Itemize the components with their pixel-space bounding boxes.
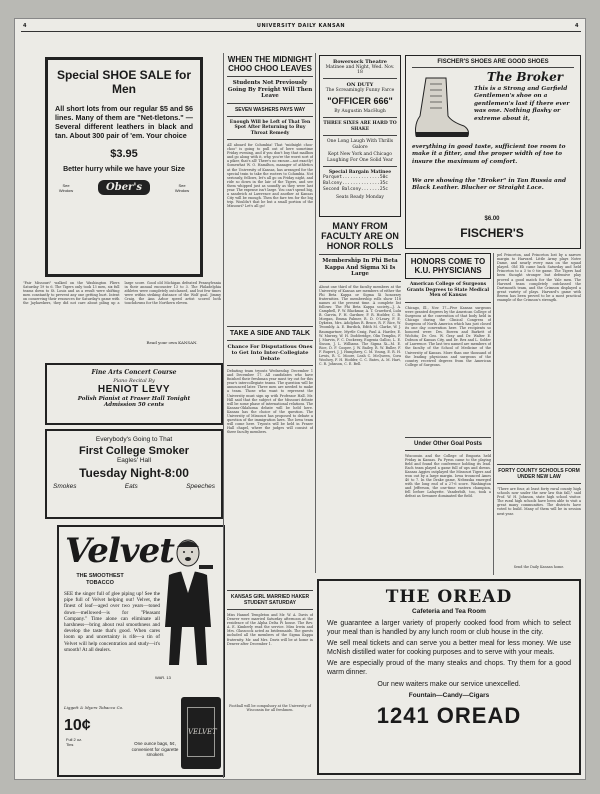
physicians-headline: HONORS COME TO K.U. PHYSICIANS xyxy=(410,257,486,275)
physicians-story: Chicago, Ill., Nov. 17—Five Kansas surgeons were granted degrees by the American College of Surgeons at the convention of that body held in Chicago during the Clinical Congress of Surgeons of North America which has just closed its one day convention here. The recipients so honored were: Drs. Bowen and Barkett of Wichita; Dr. Geo. W. Gray and Dr. Walter E. Dobson of Kansas City, and Dr. Rex and L. Solder of Lawrence. The last two named are members of the faculty of the School of Medicine of the University of Kansas. More than one thousand of the leading physicians and surgeons of the country received degrees from the American College of Surgeons. xyxy=(405,305,491,367)
oread-ad xyxy=(317,579,581,775)
fischer-top: FISCHER'S SHOES ARE GOOD SHOES xyxy=(437,59,549,65)
theatre-price-second: Second Balcony.......25c xyxy=(323,187,389,192)
shoe-sale-ad xyxy=(45,57,203,277)
theatre-price-balcony: Balcony..............35c xyxy=(323,181,389,186)
theatre-author: By Augustin MacHugh xyxy=(334,109,386,114)
midnight-deck1: Students Not Previously Going By Freight Will Then Leave xyxy=(227,80,313,99)
column-4 xyxy=(497,253,581,577)
theatre-line7: Kept New York and Chicago Laughing For One Solid Year xyxy=(327,152,393,163)
shoe-sale-body: All short lots from our regular $5 and $6 lines. Many of them are "Net-tletons." — Several different leathers in black and tan. About 300 pair of 'em. Your choice xyxy=(55,104,193,140)
velvet-price: 10¢ xyxy=(64,717,91,734)
theatre-line3: ON DUTY xyxy=(346,82,374,88)
masthead-title: UNIVERSITY DAILY KANSAN xyxy=(256,23,346,29)
shoe-sale-tagline: Better hurry while we have your Size xyxy=(63,166,185,173)
shoe-sale-title: Special SHOE SALE for Men xyxy=(56,68,192,96)
football-notes: "Fair Missouri" walked on the Washington Fliers Saturday 19 to 6. The Tigers only took 13 men, six full teams down to St. Louis and as a result were shifting men constantly to prevent any one getting hurt. Intent on conserving their resources for Saturday's game with the Jayhawkers, they did not care about piling up a large score. Good old Michigan defeated Pennsylvania in their annual encounter 13 to 3. The Philadelphia athletes were completely outclassed, and but few times were within striking distance of the Wolf goal. Jimmy Craig, the Ann Arbor speed artist scored both touchdowns for the Northern eleven. xyxy=(23,281,221,306)
fischer-price: $6.00 xyxy=(484,216,500,222)
page-number-left: 4 xyxy=(23,23,27,29)
fischer-store: FISCHER'S xyxy=(460,226,524,240)
midnight-story: All aboard for Columbia! That "midnight choo-choo" is going to pull out of here sometime Friday evening, and if you don't buy that mailbox and go along with it, why, you're the worst sort of a piker, that's all! There's no excuse—not exactly! Somewhat W. O. Hamilton, manager of athletics at the University of Kansas, has arranged for the special train to take the rooters to Columbia. Not seriously, fellows, let's all go on Friday night, and ride so down in the lair of the Tigers, and see them whipped just as soundly as they were last year. The expense isn't large. You can't spend big, a sandwich at Lawrence and another at Kansas City will be enough. Then the fare ten for the big trip. Wouldn't that be but a small portion of the Missouri? Let's all go! xyxy=(227,143,313,209)
theatre-line4: The Screamingly Funny Farce xyxy=(325,88,395,93)
honor-roll-article xyxy=(319,221,401,571)
velvet-tin xyxy=(181,697,221,769)
smoker-line1: Everybody's Going to That xyxy=(95,436,173,443)
col4-story: pel Princeton, and Princeton lost by a narrow margin to Harvard. Little Army plays Notre Dame, and nearly every man on the squad played. Old Eli came back Saturday and held Princeton to a 3 to 0 tie game. The Tigers had been thought stronger but defensive play proved a good match for the Yale men. The Harvard team completely outclassed the Dartmouth team, and the Crimson displayed a great variety of plays. Harvard's game with Brown has been proved to be a most practical example of the Crimson's strength. xyxy=(497,253,581,303)
schools-story: "There are four, at least forty rural county high schools now under the new law this fall," said Prof. W. H. Johnson, state high school visitor. The rural high schools have been able to visit a great many communities. The districts have voted to build. Many of them will be in session next year. xyxy=(497,487,581,516)
newspaper-page xyxy=(14,18,586,780)
masthead-rule xyxy=(21,31,581,32)
oread-items: Fountain—Candy—Cigars xyxy=(408,692,490,700)
singer-illustration xyxy=(155,535,221,671)
fischer-shoe-name: The Broker xyxy=(486,70,564,84)
smoker-item-eats: Eats xyxy=(124,483,138,490)
physicians-headline-box xyxy=(405,253,491,279)
see-window-left: See Window xyxy=(58,182,74,193)
oread-title: THE OREAD xyxy=(385,587,513,607)
smoker-ad xyxy=(45,429,223,519)
fischer-ad xyxy=(405,55,581,249)
velvet-signature: Liggett & Myers Tobacco Co. xyxy=(64,705,124,710)
schools-headline: FORTY COUNTY SCHOOLS FORM UNDER NEW LAW xyxy=(498,468,580,480)
concert-line2: Piano Recital By xyxy=(113,378,155,384)
theatre-title: "OFFICER 666" xyxy=(327,96,393,106)
fischer-pitch2: everything in good taste, sufficient toe room to make it a fitter, and the proper width of toe to insure the maximum of comfort. xyxy=(412,144,566,165)
boot-illustration xyxy=(412,76,470,140)
velvet-brand: Velvet xyxy=(65,531,174,571)
concert-ad xyxy=(45,363,223,425)
midnight-headline: WHEN THE MIDNIGHT CHOO CHOO LEAVES xyxy=(227,55,313,73)
see-window-right: See Window xyxy=(174,182,190,193)
wisconsin-note: Football will be compulsory at the University of Wisconsin for all freshmen. xyxy=(229,704,311,713)
theatre-line1: Bowersock Theatre xyxy=(333,59,387,65)
theatre-note: Seats Ready Monday xyxy=(336,195,384,200)
theatre-line2: Matinee and Night, Wed. Nov. 18 xyxy=(325,65,395,75)
honor-headline: MANY FROM FACULTY ARE ON HONOR ROLLS xyxy=(321,221,399,251)
oread-subtitle: Cafeteria and Tea Room xyxy=(412,608,486,615)
column-rule-2 xyxy=(315,53,316,573)
velvet-size: Full 2 oz. Tins xyxy=(66,737,83,747)
oread-p3: We are especially proud of the many steaks and chops. Try them for a good warm dinner. xyxy=(327,660,571,676)
column-rule-1 xyxy=(223,53,224,778)
physicians-deck: American College of Surgeons Grants Degrees to State Medical Men of Kansas xyxy=(406,282,490,298)
velvet-note: One ounce bags, 5¢, convenient for cigarette smokers xyxy=(131,741,179,757)
smoker-item-speeches: Speeches xyxy=(186,483,215,490)
oread-p2: We sell meal tickets and can serve you a better meal for less money. We use McNish distilled water for cooking purposes and to serve with your meals. xyxy=(327,640,571,656)
wedding-story: Miss Hannel Templeton and Mr. W. A. Davis of Denver were married Saturday afternoon at the residence of the Alpha Delta Pi house. The Rev. A. E. Kimberly read the service. Miss Irwin and Mrs. Glasscock acted as bridesmaids. The guests included all the members of the Sigma Kappa fraternity. Mr. and Mrs. Davis will be at home in Denver after December 1. xyxy=(227,613,313,646)
debate-headline: TAKE A SIDE AND TALK xyxy=(229,330,311,337)
velvet-ad xyxy=(57,525,225,777)
goalposts-story: Wisconsin and the College of Emporia held Friday in Kansas. Pa Pyron came to the playing field and found the conference holding its lead. Each team played a game full of ups and downs. Kansas Aggies outplayed the Missouri Tigers and won out by a large margin. Iowa trounced Ames 40 to 7. In the Drake game, Nebraska emerged with the long end of a 27-6 score. Washington and Jefferson, the one-time eastern champion, fell before Lafayette. Vanderbilt, too, took a defeat as Sewanee dominated the field. xyxy=(405,453,491,499)
oread-p1: We guarantee a larger variety of properly cooked food from which to select your meal than is handled by any lunch room or club house in the city. xyxy=(327,620,571,636)
smoker-item-smokes: Smokes xyxy=(53,483,77,490)
honor-deck: Membership In Phi Beta Kappa And Sigma Xi Is Large xyxy=(322,258,398,277)
theatre-prices-title: Special Bargain Matinee xyxy=(328,170,392,175)
smoker-place: Eagles' Hall xyxy=(116,457,152,464)
oread-address: 1241 OREAD xyxy=(376,703,522,729)
concert-performer: HENIOT LEVY xyxy=(97,384,171,395)
send-kansan-note: Send the Daily Kansan home. xyxy=(513,565,565,569)
obers-logo: Ober's xyxy=(98,180,150,195)
velvet-tin-label: VELVET xyxy=(187,707,215,757)
midnight-deck3: Enough Will be Left of That Ten Spot After Returning to Buy Throat Remedy xyxy=(229,119,311,136)
column-rule-3 xyxy=(493,253,494,575)
goalposts-headline: Under Other Goal Posts xyxy=(413,440,482,447)
debate-deck: Chance For Disputatious Ones to Get Into Inter-Collegiate Debate xyxy=(227,344,313,362)
velvet-copy: SEE the singer full of glee piping up! See the pipe full of Velvet helping out! Velvet, the finest of leaf—aged over two years—toned down—mellowed—is for "Pleasant Company." Time alone can eliminate all harshness—bring about real smoothness and develop the taste that's good. When cares loom up and uncertainty is rife—a tin of Velvet will help concentration and study—it's smooth! At all dealers. xyxy=(64,591,160,653)
velvet-artist: WAR. 13 xyxy=(155,675,171,680)
read-kansan-note: Read your own KANSAN. xyxy=(146,341,198,345)
physicians-article xyxy=(405,253,491,577)
smoker-time: Tuesday Night-8:00 xyxy=(79,466,189,480)
fischer-pitch: This is a Strong and Garfield Gentlemen's shoe on a gentlemen's last if there ever was one. Nothing flashy or extreme about it, xyxy=(474,86,570,122)
fischer-pitch3: We are showing the "Broker" in Tan Russia and Black Leather. Blucher or Straight Lace. xyxy=(412,178,567,192)
smoker-line2: First College Smoker xyxy=(78,445,190,457)
concert-line3: Polish Pianist at Fraser Hall Tonight xyxy=(77,396,191,402)
concert-line1: Fine Arts Concert Course xyxy=(91,369,177,376)
wedding-headline: KANSAS GIRL MARRIED HAKER STUDENT SATURDAY xyxy=(230,594,310,606)
honor-story: About one third of the faculty members at the University of Kansas are members of either the Phi Beta Kappa or Sigma Xi honorary fraternities. The membership rolls show 118 names at the present time. A complete list follows: The Phi Beta Kappa society—J. A. Campbell, F. W. Blackmar, A. T. Crawford, Lulu B. Garvin, F. H. Gardner, F. R. Hodder, C. B. Morgan, Emma Palmer, R. D. O'Leary, F. E. Dykstra, Mrs. Adolphus R. Bruce, R. F. Rice, W. Twombly. A. E. Burdick, Edith M. Clarke, W. J. Baumgartner, Myrtle Craig, Paul A. Harder, E. W. Murray, W. H. Dodderidge, Olin Templin, F. J. Marvin, F. C. Dockeray, Eugenia Galloo, L. E. Sisson, J. L. Williams. The Sigma Xi—M. E. Rice, D. F. Cooper, J. W. Bailey, R. W. Buller, F. F. Rupert, J. J. Humphrey, C. M. Young, E. R. H. Lewis, R. C. Moore, Leah C. McQueen, Cora Woolsey, F. H. Hodder, C. C. Bates, A. M. Hart, C. R. Johnson, C. E. Bell. xyxy=(319,284,401,367)
concert-line4: Admission 50 cents xyxy=(104,402,164,408)
velvet-subtitle: THE SMOOTHEST TOBACCO xyxy=(76,573,124,586)
column-2 xyxy=(227,55,313,777)
oread-p4: Our new waiters make our service unexcelled. xyxy=(377,680,521,688)
midnight-deck2: SEVEN WASHERS PAYS WAY xyxy=(234,106,306,113)
theatre-line5: THREE SIXES ARE HARD TO SHAKE xyxy=(323,121,397,132)
shoe-sale-price: $3.95 xyxy=(110,148,138,160)
theatre-price-parquet: Parquet..............50c xyxy=(323,175,389,180)
page-number-right: 4 xyxy=(575,23,579,29)
theatre-ad xyxy=(319,55,401,217)
theatre-line6: One Long Laugh With Thrills Galore xyxy=(326,139,394,150)
debate-story: Debating team tryouts Wednesday, December 1 and December 17. All candidates who have finished their freshman year must try out for this year's intercollegiate teams. The question will be announced later. Three men are needed to make a team. Those who want to represent the University must sign up with Professor Hall. Mr. Hill said that the subject of the Missouri debate will be some phase of international relations. The Kansas-Oklahoma debate will be held here. Kansas has the choice of the question. The University of Missouri has proposed to debate a question of the immigration laws. The Iowa team will come here. Tryouts will be held in Fraser Hall chapel, where the judges will consist of three faculty members. xyxy=(227,369,313,435)
